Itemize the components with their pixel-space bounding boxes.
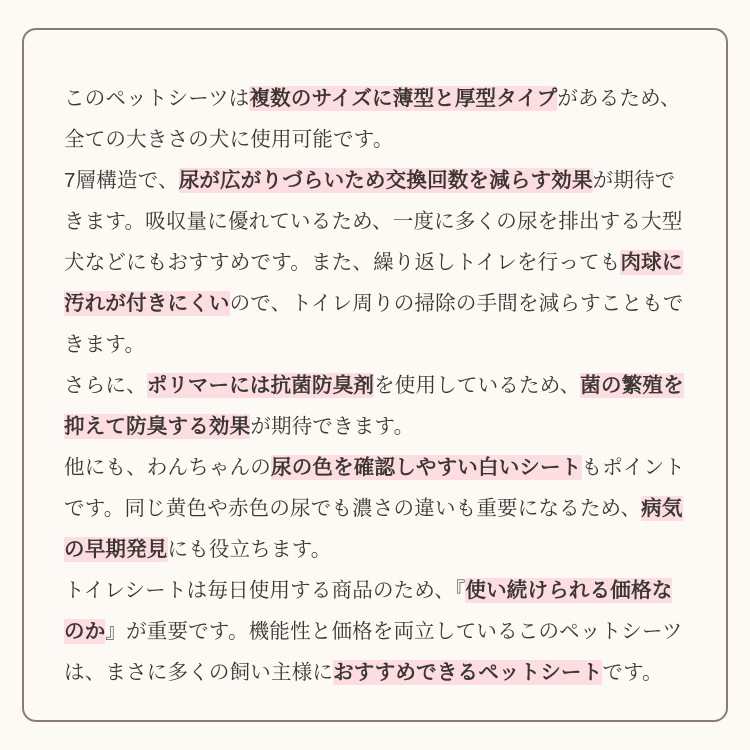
plain-text: が期待できます。吸収量に優れているため、一度に多くの尿を排出する大型犬などにもおすすめです。また、繰り返しトイレを行っても <box>64 169 683 274</box>
plain-text: トイレシートは毎日使用する商品のため、『 <box>64 579 466 602</box>
plain-text: 他にも、わんちゃんの <box>64 456 271 479</box>
plain-text: 』が重要です。機能性と価格を両立しているこのペットシーツは、まさに多くの飼い主様に <box>64 620 683 684</box>
highlighted-text: 肉球に汚れが付きにくい <box>64 251 683 315</box>
highlighted-text: 使い続けられる価格なのか <box>64 579 673 643</box>
plain-text: さらに、 <box>64 374 147 397</box>
paragraph <box>64 570 686 693</box>
highlighted-text: 菌の繁殖を抑えて防臭する効果 <box>64 374 684 438</box>
plain-text: 7層構造で、 <box>64 169 179 192</box>
paragraph <box>64 365 686 447</box>
plain-text: を使用しているため、 <box>374 374 581 397</box>
plain-text: が期待できます。 <box>250 415 415 438</box>
paragraph <box>64 447 686 570</box>
plain-text: このペットシーツは <box>64 87 250 110</box>
article-body <box>64 78 686 693</box>
highlighted-text: 尿が広がりづらいため交換回数を減らす効果 <box>178 169 593 192</box>
highlighted-text: 尿の色を確認しやすい白いシート <box>271 456 582 479</box>
highlighted-text: 複数のサイズに薄型と厚型タイプ <box>249 87 558 110</box>
plain-text: もポイントです。同じ黄色や赤色の尿でも濃さの違いも重要になるため、 <box>64 456 685 520</box>
plain-text: にも役立ちます。 <box>167 538 332 561</box>
paragraph <box>64 78 686 160</box>
plain-text: ので、トイレ周りの掃除の手間を減らすこともできます。 <box>64 292 684 356</box>
plain-text: があるため、全ての大きさの犬に使用可能です。 <box>64 87 681 151</box>
highlighted-text: ポリマーには抗菌防臭剤 <box>146 374 375 397</box>
highlighted-text: おすすめできるペットシート <box>333 661 603 684</box>
paragraph <box>64 160 686 365</box>
plain-text: です。 <box>602 661 663 684</box>
highlighted-text: 病気の早期発見 <box>64 497 683 561</box>
content-card <box>22 28 728 722</box>
